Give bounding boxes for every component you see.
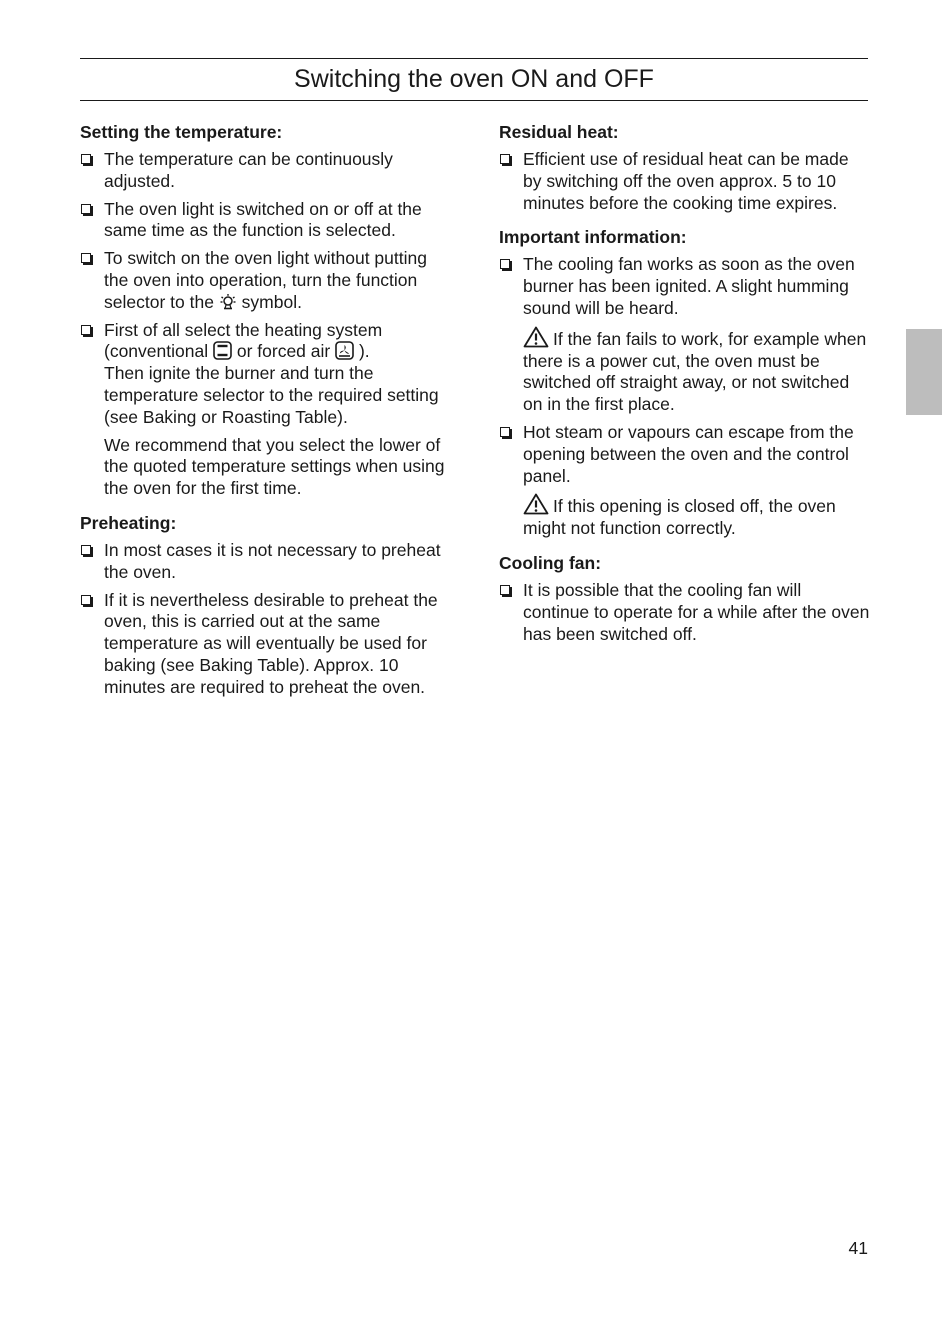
checkbox-bullet-icon bbox=[500, 427, 510, 437]
section-heading-setting-temperature: Setting the temperature: bbox=[80, 122, 283, 142]
forced-air-icon bbox=[335, 341, 354, 360]
list-item bbox=[80, 199, 452, 243]
checkbox-bullet-icon bbox=[500, 259, 510, 269]
list-item-text: The oven light is switched on or off at the same time as the function is selected. bbox=[104, 198, 422, 241]
checkbox-bullet-icon bbox=[81, 545, 91, 555]
list-item-text: The cooling fan works as soon as the oven burner has been ignited. A slight humming sound will be heard. bbox=[523, 254, 855, 318]
warning-note bbox=[499, 326, 871, 416]
list-item-text: In most cases it is not necessary to preheat the oven. bbox=[104, 539, 441, 582]
list-item bbox=[80, 149, 452, 193]
section-heading-preheating: Preheating: bbox=[80, 512, 177, 533]
list-item-text: Then ignite the burner and turn the temperature selector to the required setting (see Baking or Roasting Table). bbox=[104, 363, 439, 427]
list-item bbox=[80, 248, 452, 313]
list-item bbox=[80, 590, 452, 699]
left-column bbox=[80, 121, 452, 705]
list-item-text: Efficient use of residual heat can be made by switching off the oven approx. 5 to 10 minutes before the cooking time expires. bbox=[523, 149, 849, 213]
section-heading-important-information: Important information: bbox=[499, 227, 687, 248]
checkbox-bullet-icon bbox=[81, 154, 91, 164]
list-item bbox=[499, 580, 871, 645]
list-item-text: The temperature can be continuously adjusted. bbox=[104, 149, 393, 191]
list-item bbox=[499, 149, 871, 214]
checkbox-bullet-icon bbox=[81, 253, 91, 263]
list-item bbox=[499, 254, 871, 319]
list-item-text: Hot steam or vapours can escape from the opening between the oven and the control panel. bbox=[523, 421, 854, 486]
conventional-heat-icon bbox=[213, 341, 232, 360]
list-item-text: If it is nevertheless desirable to preheat the oven, this is carried out at the same temperature as will eventually be used for baking (see Baking Table). Approx. 10 minutes are required to preheat the oven. bbox=[104, 589, 438, 697]
warning-text: If this opening is closed off, the oven might not function correctly. bbox=[523, 496, 836, 539]
checkbox-bullet-icon bbox=[500, 585, 510, 595]
list-item bbox=[80, 540, 452, 584]
warning-triangle-icon bbox=[523, 326, 549, 348]
list-item-text: It is possible that the cooling fan will continue to operate for a while after the oven has been switched off. bbox=[523, 579, 870, 644]
section-heading-residual-heat: Residual heat: bbox=[499, 122, 619, 142]
right-column bbox=[499, 121, 871, 651]
header-top-rule bbox=[80, 58, 868, 59]
checkbox-bullet-icon bbox=[81, 595, 91, 605]
page-title: Switching the oven ON and OFF bbox=[294, 65, 654, 93]
list-item bbox=[499, 422, 871, 487]
checkbox-bullet-icon bbox=[81, 204, 91, 214]
list-item-text: or forced air bbox=[236, 341, 331, 362]
oven-light-icon bbox=[219, 293, 237, 311]
list-item bbox=[80, 320, 452, 429]
list-item-text: ). bbox=[358, 341, 370, 362]
page-number: 41 bbox=[848, 1238, 868, 1258]
checkbox-bullet-icon bbox=[81, 325, 91, 335]
section-heading-cooling-fan: Cooling fan: bbox=[499, 552, 602, 573]
list-item-text: symbol. bbox=[241, 291, 302, 312]
recommendation-paragraph: We recommend that you select the lower of the quoted temperature settings when using the oven for the first time. bbox=[104, 434, 445, 499]
warning-triangle-icon bbox=[523, 493, 549, 515]
header-bottom-rule bbox=[80, 100, 868, 101]
warning-text: If the fan fails to work, for example when there is a power cut, the oven must be switched off straight away, or not switched on in the first place. bbox=[523, 328, 867, 415]
list-item-text: To switch on the oven light without putting the oven into operation, turn the function selector to the bbox=[104, 248, 427, 312]
section-side-tab bbox=[906, 329, 942, 415]
checkbox-bullet-icon bbox=[500, 154, 510, 164]
list-item-text: First of all select the heating system (conventional bbox=[104, 319, 383, 362]
warning-note bbox=[499, 493, 871, 540]
